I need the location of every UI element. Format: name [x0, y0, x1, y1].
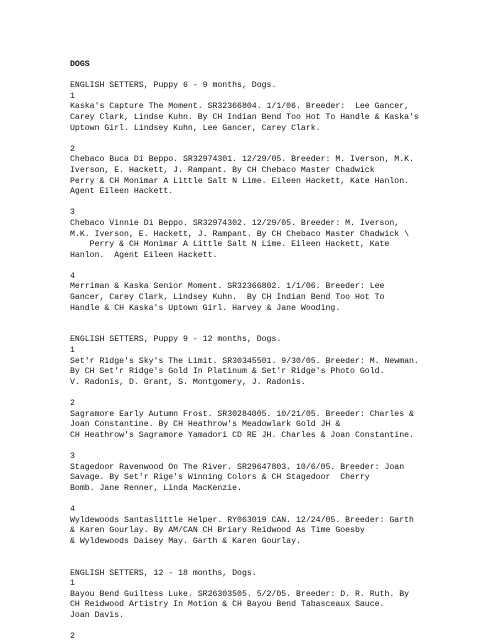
- text-line: [70, 494, 490, 505]
- placement-number: 1: [70, 346, 75, 356]
- entry-text-line: Chebaco Vinnie Di Beppo. SR32974302. 12/29/05. Breeder: M. Iverson,: [70, 218, 400, 228]
- placement-number: 2: [70, 632, 75, 642]
- text-line: [70, 547, 490, 558]
- text-line: [70, 261, 490, 272]
- entry-text-line: Merriman & Kaska Senior Moment. SR32366802. 1/1/06. Breeder: Lee: [70, 282, 385, 292]
- section-heading-dogs: DOGS: [70, 60, 90, 69]
- entry-text-line: & Wyldewoods Daisey May. Garth & Karen Gourlay.: [70, 536, 301, 546]
- class-heading-puppy-9-12: ENGLISH SETTERS, Puppy 9 - 12 months, Dogs.: [70, 335, 282, 345]
- class-heading-puppy-6-9: ENGLISH SETTERS, Puppy 6 - 9 months, Dogs.: [70, 81, 277, 91]
- entry-text-line: Sagramore Early Autumn Frost. SR30284005. 10/21/05. Breeder: Charles &: [70, 409, 414, 419]
- text-line: [70, 441, 490, 452]
- class-heading-12-18: ENGLISH SETTERS, 12 - 18 months, Dogs.: [70, 568, 257, 578]
- entry-text-line: Wyldewoods Santaslittle Helper. RY063019 CAN. 12/24/05. Breeder: Garth: [70, 515, 414, 525]
- text-line: [70, 325, 490, 336]
- entry-text-line: Agent Eileen Hackett.: [70, 187, 174, 197]
- entry-text-line: & Karen Gourlay. By AM/CAN CH Briary Reidwood As Time Goesby: [70, 526, 365, 536]
- entry-text-line: Chebaco Buca Di Beppo. SR32974301. 12/29/05. Breeder: M. Iverson, M.K.: [70, 155, 414, 165]
- entry-text-line: Savage. By Set'r Rige's Winning Colors & CH Stagedoor Cherry: [70, 473, 370, 483]
- entry-text-line: V. Radonis, D. Grant, S. Montgomery, J. Radonis.: [70, 377, 306, 387]
- placement-number: 3: [70, 451, 75, 461]
- entry-text-line: Iverson, E. Hackett, J. Rampant. By CH Chebaco Master Chadwick: [70, 165, 375, 175]
- entry-text-line: Perry & CH Monimar A Little Salt N Lime. Eileen Hackett, Kate Hanlon.: [70, 176, 410, 186]
- entry-text-line: Gancer, Carey Clark, Lindsey Kuhn. By CH Indian Bend Too Hot To: [70, 293, 385, 303]
- entry-text-line: Joan Constantine. By CH Heathrow's Meadowlark Gold JH &: [70, 420, 341, 430]
- entry-text-line: Handle & CH Kaska's Uptown Girl. Harvey & Jane Wooding.: [70, 303, 341, 313]
- entry-text-line: Kaska's Capture The Moment. SR32366804. 1/1/06. Breeder: Lee Gancer,: [70, 102, 410, 112]
- text-line: [70, 558, 490, 569]
- placement-number: 1: [70, 579, 75, 589]
- placement-number: 2: [70, 144, 75, 154]
- placement-number: 3: [70, 208, 75, 218]
- entry-text-line: CH Reidwood Artistry In Motion & CH Bayou Bend Tabasceaux Sauce.: [70, 600, 385, 610]
- placement-number: 4: [70, 504, 75, 514]
- entry-text-line: Bayou Bend Guiltess Luke. SR26303505. 5/2/05. Breeder: D. R. Ruth. By: [70, 589, 410, 599]
- entry-text-line: CH Heathrow's Sagramore Yamadori CD RE JH. Charles & Joan Constantine.: [70, 430, 414, 440]
- entry-text-line: Uptown Girl. Lindsey Kuhn, Lee Gancer, Carey Clark.: [70, 123, 321, 133]
- entry-text-line: Joan Davis.: [70, 610, 125, 620]
- entry-text-line: Carey Clark, Lindse Kuhn. By CH Indian Bend Too Hot To Handle & Kaska's: [70, 112, 419, 122]
- placement-number: 4: [70, 271, 75, 281]
- placement-number: 1: [70, 91, 75, 101]
- text-line: [70, 621, 490, 632]
- placement-number: 2: [70, 399, 75, 408]
- entry-text-line: Stagedoor Ravenwood On The River. SR29647803. 10/6/05. Breeder: Joan: [70, 462, 405, 472]
- document-body: [70, 60, 490, 643]
- entry-text-line: Bomb. Jane Renner, Linda MacKenzie.: [70, 483, 242, 493]
- text-line: [70, 134, 490, 145]
- entry-text-line: M.K. Iverson, E. Hackett, J. Rampant. By CH Chebaco Master Chadwick \: [70, 229, 410, 239]
- text-line: [70, 314, 490, 325]
- entry-text-line: Perry & CH Monimar A Little Salt N Lime. Eileen Hackett, Kate: [70, 240, 390, 250]
- entry-text-line: Set'r Ridge's Sky's The Limit. SR30345501. 9/30/05. Breeder: M. Newman.: [70, 356, 419, 366]
- entry-text-line: Hanlon. Agent Eileen Hackett.: [70, 250, 218, 260]
- text-line: [70, 198, 490, 209]
- text-line: [70, 388, 490, 399]
- text-line: [70, 71, 490, 82]
- entry-text-line: By CH Set'r Ridge's Gold In Platinum & Set'r Ridge's Photo Gold.: [70, 367, 385, 377]
